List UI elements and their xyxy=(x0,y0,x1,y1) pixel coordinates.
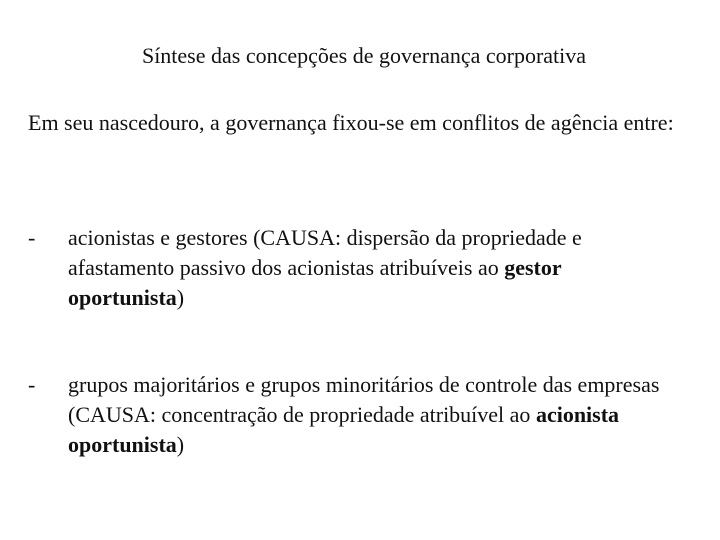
bullet-item-1 xyxy=(28,223,678,313)
bullet-text-end: ) xyxy=(176,432,185,457)
bullet-text-end: ) xyxy=(176,285,185,310)
bullet-marker: - xyxy=(28,372,36,397)
bullet-emphasis: gestor oportunista xyxy=(68,255,562,310)
bullet-text-start: grupos majoritários e grupos minoritários de controle das empresas (CAUSA: concentração de propriedade atribuível ao xyxy=(68,372,660,427)
bullet-emphasis: acionista oportunista xyxy=(68,402,620,457)
intro-paragraph: Em seu nascedouro, a governança fixou-se em conflitos de agência entre: xyxy=(28,110,674,135)
bullet-text-start: acionistas e gestores (CAUSA: dispersão da propriedade e afastamento passivo dos acionistas atribuíveis ao xyxy=(68,225,582,280)
bullet-text xyxy=(68,223,678,313)
bullet-text xyxy=(68,370,678,460)
slide-title: Síntese das concepções de governança corporativa xyxy=(141,43,587,68)
bullet-marker: - xyxy=(28,225,36,250)
bullet-item-2 xyxy=(28,370,678,460)
